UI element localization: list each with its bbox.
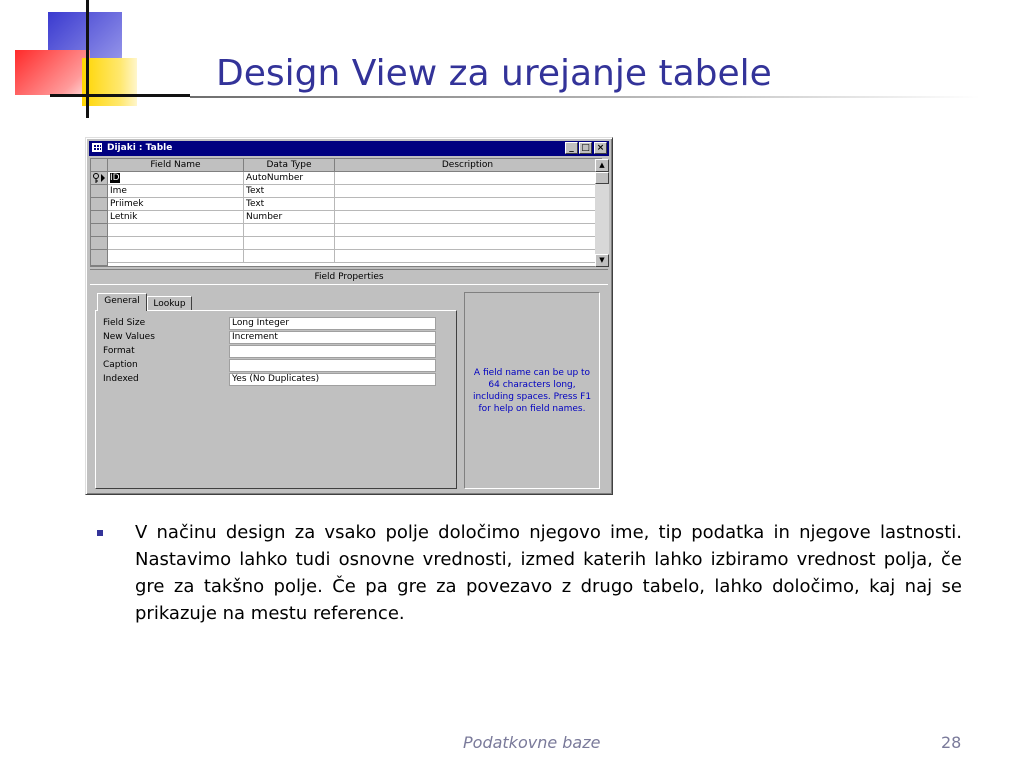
field-name-cell-empty[interactable] bbox=[108, 224, 244, 237]
header-data-type[interactable]: Data Type bbox=[244, 159, 335, 172]
field-name-text: ID bbox=[110, 173, 120, 183]
minimize-button[interactable]: _ bbox=[565, 142, 578, 154]
grid-corner bbox=[91, 159, 108, 172]
grid-vertical-scrollbar[interactable] bbox=[595, 159, 609, 267]
logo-vertical-line bbox=[86, 0, 89, 118]
field-name-cell-empty[interactable] bbox=[108, 237, 244, 250]
maximize-button[interactable]: □ bbox=[579, 142, 592, 154]
slide-title: Design View za urejanje tabele bbox=[216, 53, 772, 94]
logo-yellow-square bbox=[82, 58, 137, 106]
data-type-cell-empty[interactable] bbox=[244, 224, 335, 237]
primary-key-icon bbox=[91, 172, 107, 184]
field-properties-label: Field Properties bbox=[90, 269, 608, 285]
description-cell[interactable] bbox=[335, 198, 601, 211]
close-button[interactable]: × bbox=[594, 142, 607, 154]
scroll-down-arrow-icon[interactable]: ▼ bbox=[595, 254, 609, 267]
property-label-new-values: New Values bbox=[103, 332, 155, 342]
property-value-caption[interactable] bbox=[229, 359, 436, 372]
row-selector[interactable] bbox=[91, 237, 108, 250]
property-value-indexed[interactable]: Yes (No Duplicates) bbox=[229, 373, 436, 386]
description-cell-empty[interactable] bbox=[335, 250, 601, 263]
field-name-cell[interactable] bbox=[108, 172, 244, 185]
description-cell[interactable] bbox=[335, 172, 601, 185]
logo-horizontal-line bbox=[50, 94, 190, 97]
field-name-cell[interactable]: Priimek bbox=[108, 198, 244, 211]
tab-lookup[interactable]: Lookup bbox=[147, 296, 192, 313]
property-label-indexed: Indexed bbox=[103, 374, 139, 384]
help-panel bbox=[464, 292, 600, 489]
scroll-thumb[interactable] bbox=[595, 172, 609, 184]
logo-red-square bbox=[15, 50, 90, 95]
help-text: A field name can be up to 64 characters long, including spaces. Press F1 for help on field names. bbox=[472, 368, 592, 414]
description-cell[interactable] bbox=[335, 211, 601, 224]
page-number: 28 bbox=[941, 733, 962, 752]
data-type-cell[interactable]: Text bbox=[244, 198, 335, 211]
table-design-window bbox=[85, 137, 613, 495]
property-label-field-size: Field Size bbox=[103, 318, 146, 328]
bullet-paragraph: V načinu design za vsako polje določimo njegovo ime, tip podatka in njegove lastnosti. Nastavimo lahko tudi osnovne vrednosti, izmed katerih lahko izbiramo vrednost polja, če gre za takšno polje. Če pa gre za povezavo z drugo tabelo, lahko določimo, kaj naj se prikazuje na mestu reference. bbox=[135, 522, 962, 624]
data-type-cell[interactable]: AutoNumber bbox=[244, 172, 335, 185]
row-selector[interactable] bbox=[91, 224, 108, 237]
row-selector[interactable] bbox=[91, 250, 108, 266]
description-cell-empty[interactable] bbox=[335, 237, 601, 250]
property-value-format[interactable] bbox=[229, 345, 436, 358]
row-selector[interactable] bbox=[91, 211, 108, 224]
row-selector[interactable] bbox=[91, 198, 108, 211]
description-cell[interactable] bbox=[335, 185, 601, 198]
field-name-cell[interactable]: Letnik bbox=[108, 211, 244, 224]
row-selector-current[interactable] bbox=[91, 172, 108, 185]
description-cell-empty[interactable] bbox=[335, 224, 601, 237]
bullet-icon bbox=[97, 530, 103, 536]
data-type-cell[interactable]: Number bbox=[244, 211, 335, 224]
table-icon bbox=[92, 143, 102, 152]
footer-course-name: Podatkovne baze bbox=[463, 733, 601, 752]
field-name-cell[interactable]: Ime bbox=[108, 185, 244, 198]
window-title: Dijaki : Table bbox=[107, 143, 173, 153]
general-tab-panel bbox=[95, 310, 457, 489]
property-label-format: Format bbox=[103, 346, 135, 356]
scroll-up-arrow-icon[interactable]: ▲ bbox=[595, 159, 609, 172]
data-type-cell-empty[interactable] bbox=[244, 237, 335, 250]
header-description[interactable]: Description bbox=[335, 159, 601, 172]
data-type-cell-empty[interactable] bbox=[244, 250, 335, 263]
header-field-name[interactable]: Field Name bbox=[108, 159, 244, 172]
field-grid bbox=[90, 158, 602, 267]
property-value-new-values[interactable]: Increment bbox=[229, 331, 436, 344]
field-name-cell-empty[interactable] bbox=[108, 250, 244, 263]
title-underline bbox=[190, 96, 980, 98]
data-type-cell[interactable]: Text bbox=[244, 185, 335, 198]
property-value-field-size[interactable]: Long Integer bbox=[229, 317, 436, 330]
tab-general[interactable]: General bbox=[97, 293, 147, 311]
window-titlebar[interactable] bbox=[89, 141, 609, 156]
property-label-caption: Caption bbox=[103, 360, 138, 370]
row-selector[interactable] bbox=[91, 185, 108, 198]
